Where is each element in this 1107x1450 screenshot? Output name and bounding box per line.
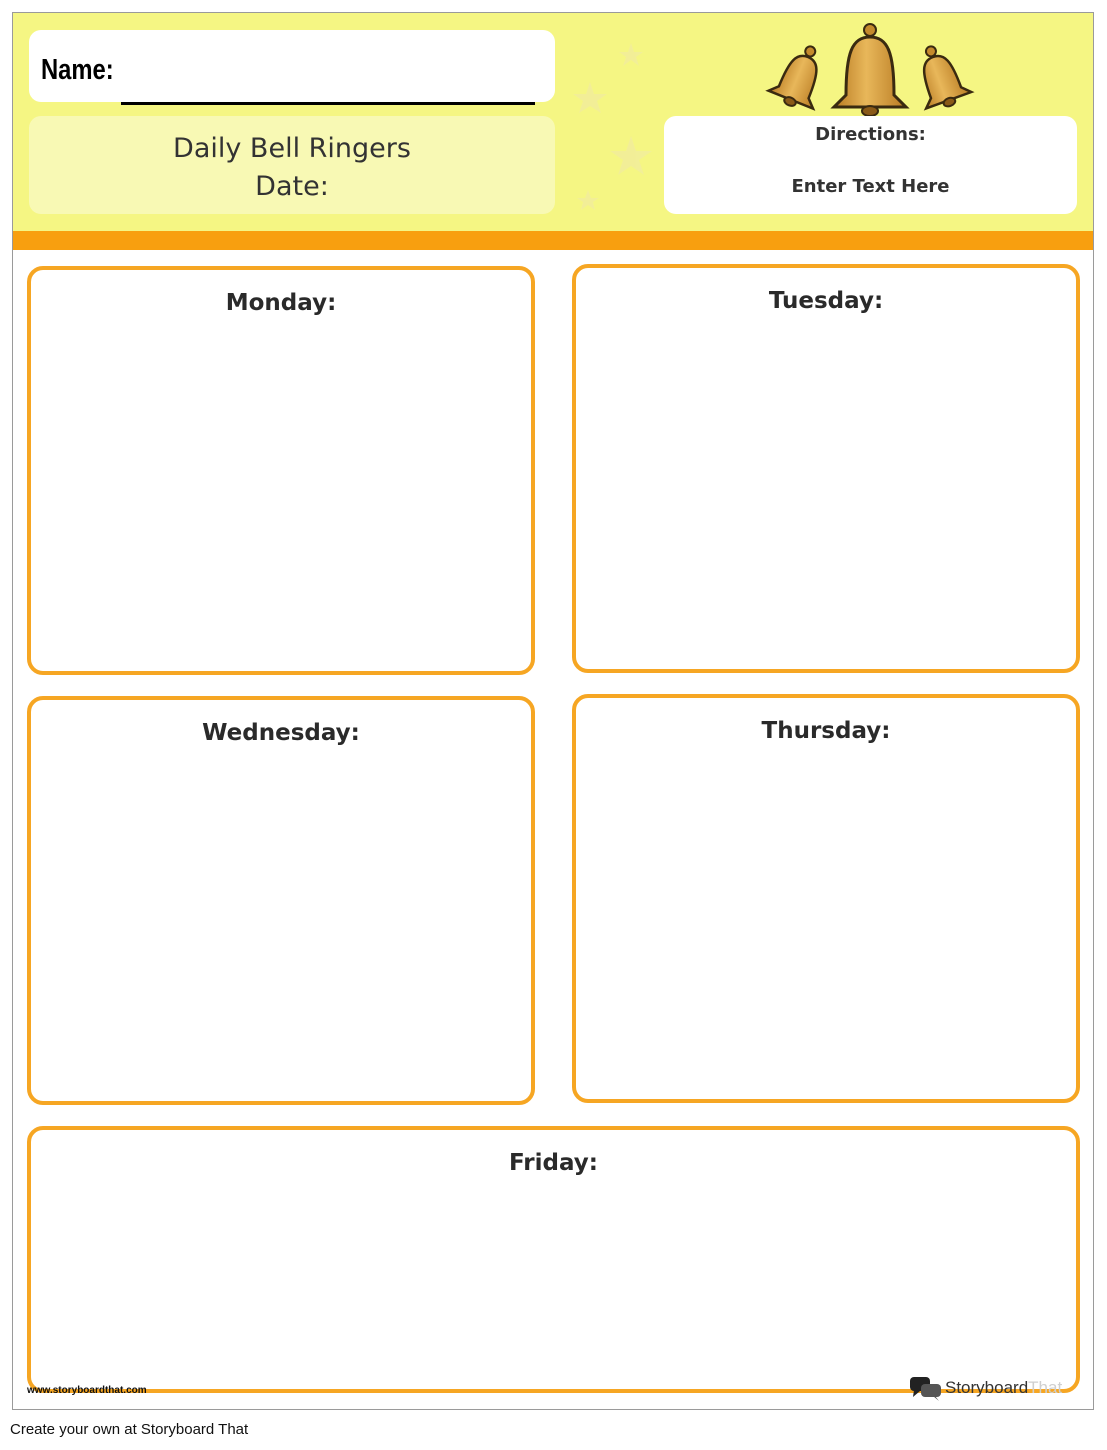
wednesday-label: Wednesday:: [202, 720, 360, 746]
name-field-box: [29, 30, 555, 102]
footer-url: www.storyboardthat.com: [27, 1385, 147, 1396]
thursday-label: Thursday:: [761, 718, 891, 744]
name-underline[interactable]: [121, 102, 535, 105]
monday-label: Monday:: [225, 290, 337, 316]
name-label: Name:: [41, 54, 114, 86]
monday-box[interactable]: [27, 266, 535, 675]
bell-icon: [907, 38, 974, 114]
worksheet-title: Daily Bell Ringers: [173, 133, 411, 164]
directions-text[interactable]: Enter Text Here: [791, 176, 950, 197]
bell-icon: [766, 38, 834, 114]
star-decoration-icon: [568, 38, 678, 218]
header-banner: [13, 13, 1093, 231]
speech-bubbles-icon: [909, 1375, 943, 1401]
worksheet: [12, 12, 1094, 1410]
star-icon: [573, 82, 607, 113]
title-box: [29, 116, 555, 214]
directions-title: Directions:: [815, 124, 926, 145]
create-your-own-link[interactable]: Create your own at Storyboard That: [10, 1421, 249, 1438]
directions-box: [664, 116, 1077, 214]
header-stripe: [13, 231, 1093, 250]
date-label: Date:: [255, 171, 329, 202]
storyboardthat-logo: [909, 1375, 1063, 1401]
bell-icon: [834, 24, 906, 116]
thursday-box[interactable]: [572, 694, 1080, 1103]
logo-text-that: That: [1028, 1378, 1063, 1397]
star-icon: [577, 190, 599, 210]
logo-text-storyboard: Storyboard: [945, 1378, 1029, 1397]
friday-label: Friday:: [509, 1150, 598, 1176]
tuesday-label: Tuesday:: [768, 288, 884, 314]
wednesday-box[interactable]: [27, 696, 535, 1105]
star-icon: [619, 43, 643, 66]
friday-box[interactable]: [27, 1126, 1080, 1393]
star-icon: [610, 136, 652, 175]
tuesday-box[interactable]: [572, 264, 1080, 673]
bells-icon: [758, 19, 983, 129]
